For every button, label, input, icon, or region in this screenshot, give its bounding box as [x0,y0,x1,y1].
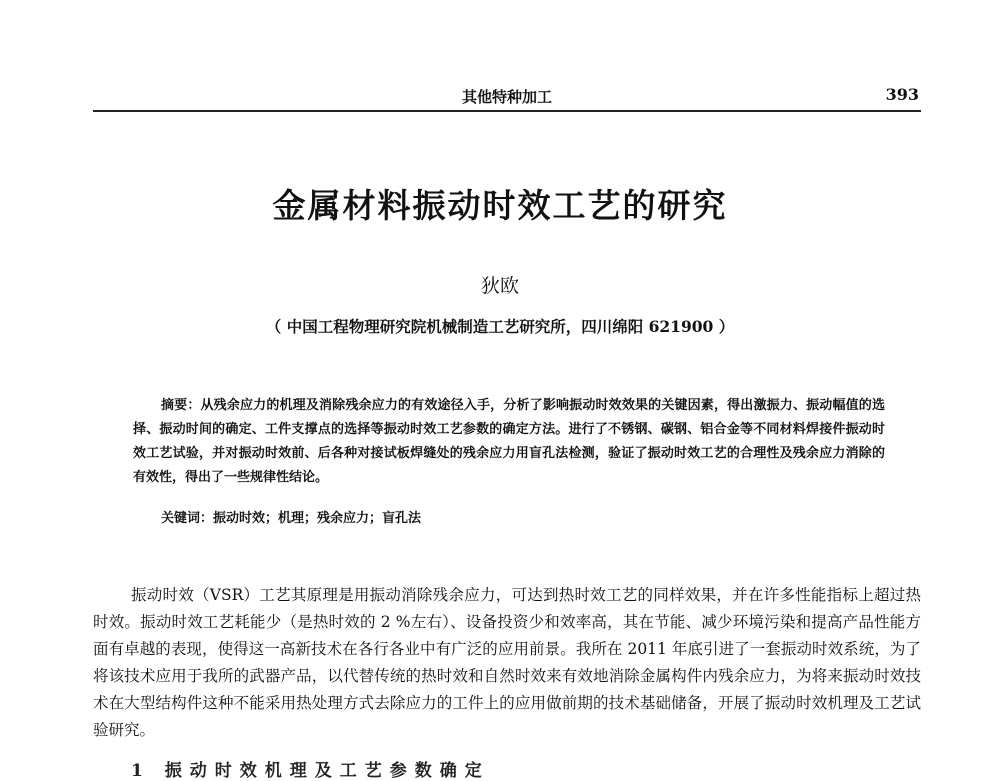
keywords-label: 关键词： [161,511,214,526]
abstract-label: 摘要： [161,398,201,413]
author-affiliation: （ 中国工程物理研究院机械制造工艺研究所，四川绵阳 621900 ） [265,317,735,336]
running-header [93,82,921,112]
page-number: 393 [885,85,919,104]
author-name: 狄欧 [480,275,519,297]
abstract [133,394,885,490]
abstract-text: 从残余应力的机理及消除残余应力的有效途径入手，分析了影响振动时效效果的关键因素，得出激振力、振动幅值的选择、振动时间的确定、工件支撑点的选择等振动时效工艺参数的确定方法。进行了不锈钢、碳钢、铝合金等不同材料焊接件振动时效工艺试验，并对振动时效前、后各种对接试板焊缝处的残余应力用盲孔法检测，验证了振动时效工艺的合理性及残余应力消除的有效性，得出了一些规律性结论。 [133,398,885,485]
journal-section-name: 其他特种加工 [461,88,552,106]
article-title: 金属材料振动时效工艺的研究 [272,186,728,225]
keywords [161,507,421,526]
keywords-text: 振动时效；机理；残余应力；盲孔法 [213,511,422,526]
body-paragraph: 振动时效（VSR）工艺其原理是用振动消除残余应力，可达到热时效工艺的同样效果，并在许多性能指标上超过热时效。振动时效工艺耗能少（是热时效的 2 %左右）、设备投资少和效率高，其在节能、减少环境污染和提高产品性能方面有卓越的表现，使得这一高新技术在各行各业中有广泛的应用前景。我所在 2011 年底引进了一套振动时效系统，为了将该技术应用于我所的武器产品，以代替传统的热时效和自然时效来有效地消除金属构件内残余应力，为将来振动时效技术在大型结构件这种不能采用热处理方式去除应力的工件上的应用做前期的技术基础储备，开展了振动时效机理及工艺试验研究。 [93,586,921,739]
section-heading: 1 振动时效机理及工艺参数确定 [131,761,490,781]
